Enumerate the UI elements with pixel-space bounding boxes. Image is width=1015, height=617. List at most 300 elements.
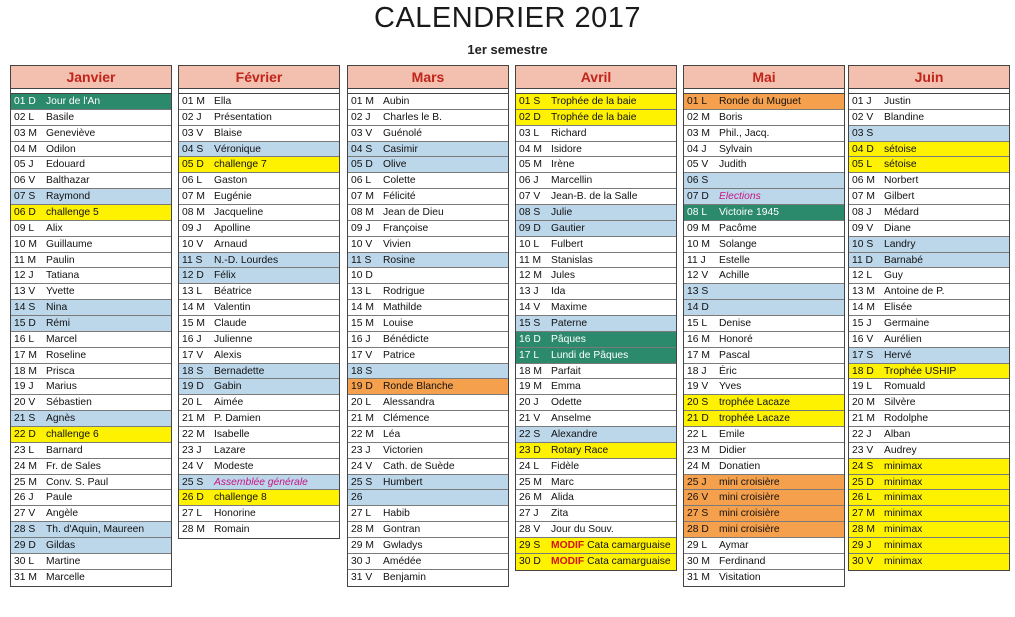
day-row xyxy=(11,554,171,570)
day-label: Julie xyxy=(551,207,573,219)
day-label: Odilon xyxy=(46,143,76,155)
day-row xyxy=(348,364,508,380)
day-row xyxy=(179,316,339,332)
day-label: minimax xyxy=(884,555,923,567)
day-number: 13 L xyxy=(182,286,203,298)
day-label: challenge 5 xyxy=(46,207,99,219)
day-number: 07 M xyxy=(351,191,374,203)
day-number: 09 D xyxy=(519,222,541,234)
day-row xyxy=(516,221,676,237)
day-label: Geneviève xyxy=(46,127,96,139)
day-row xyxy=(11,522,171,538)
day-label: Donatien xyxy=(719,460,761,472)
day-label: Cath. de Suède xyxy=(383,460,455,472)
day-label: Aymar xyxy=(719,540,749,552)
day-row xyxy=(348,316,508,332)
day-row xyxy=(11,570,171,586)
day-row xyxy=(849,554,1009,570)
day-number: 21 V xyxy=(519,413,541,425)
day-number: 22 J xyxy=(852,429,872,441)
day-number: 28 M xyxy=(351,524,374,536)
day-row xyxy=(684,379,844,395)
day-row xyxy=(348,395,508,411)
day-number: 15 D xyxy=(14,318,36,330)
day-label: Mathilde xyxy=(383,302,422,314)
day-label: Louise xyxy=(383,318,414,330)
day-number: 23 L xyxy=(14,444,35,456)
day-label: Véronique xyxy=(214,143,261,155)
day-row xyxy=(516,364,676,380)
day-label: Diane xyxy=(884,222,911,234)
day-label: Roseline xyxy=(46,349,87,361)
day-label: Marc xyxy=(551,476,574,488)
day-row xyxy=(849,538,1009,554)
day-row xyxy=(849,522,1009,538)
day-number: 14 D xyxy=(687,302,709,314)
day-row xyxy=(348,253,508,269)
day-label: Amédée xyxy=(383,555,422,567)
day-row xyxy=(684,506,844,522)
day-row xyxy=(348,284,508,300)
day-label: Audrey xyxy=(884,444,917,456)
day-number: 15 S xyxy=(519,318,541,330)
day-number: 16 M xyxy=(687,333,710,345)
day-number: 04 J xyxy=(687,143,707,155)
day-number: 22 L xyxy=(687,429,708,441)
day-label: Nina xyxy=(46,302,68,314)
day-number: 27 J xyxy=(519,508,539,520)
day-row xyxy=(348,126,508,142)
day-label: minimax xyxy=(884,508,923,520)
day-row xyxy=(849,237,1009,253)
day-label: Antoine de P. xyxy=(884,286,945,298)
day-label: Lazare xyxy=(214,444,246,456)
day-row xyxy=(516,300,676,316)
day-number: 25 J xyxy=(687,476,707,488)
day-number: 09 J xyxy=(351,222,371,234)
day-row xyxy=(11,126,171,142)
day-label: Sylvain xyxy=(719,143,753,155)
day-number: 13 S xyxy=(687,286,709,298)
day-label: Trophée USHIP xyxy=(884,365,957,377)
day-number: 01 J xyxy=(852,96,872,107)
day-number: 08 S xyxy=(519,207,541,219)
day-number: 23 V xyxy=(852,444,874,456)
day-number: 11 D xyxy=(852,254,873,266)
day-number: 25 S xyxy=(351,476,373,488)
day-row xyxy=(516,506,676,522)
day-number: 17 V xyxy=(351,349,373,361)
day-number: 24 V xyxy=(182,460,204,472)
day-number: 06 D xyxy=(14,207,36,219)
day-label: Edouard xyxy=(46,159,85,171)
day-label: Apolline xyxy=(214,222,251,234)
day-number: 24 M xyxy=(687,460,710,472)
day-number: 06 L xyxy=(182,175,203,187)
day-row xyxy=(849,253,1009,269)
day-label: Visitation xyxy=(719,571,761,583)
day-label: minimax xyxy=(884,524,923,536)
day-label: Olive xyxy=(383,159,407,171)
day-label: Médard xyxy=(884,207,919,219)
day-label: Aurélien xyxy=(884,333,922,345)
day-row xyxy=(849,411,1009,427)
modification-flag: MODIF xyxy=(551,555,585,567)
day-number: 10 M xyxy=(687,238,710,250)
day-label: Valentin xyxy=(214,302,251,314)
day-number: 02 J xyxy=(182,111,202,123)
day-label: Anselme xyxy=(551,413,592,425)
day-row xyxy=(11,506,171,522)
day-number: 24 L xyxy=(519,460,540,472)
month-column-4 xyxy=(683,65,845,587)
modification-flag: MODIF xyxy=(551,540,585,552)
month-header: Avril xyxy=(516,66,676,89)
day-number: 17 S xyxy=(852,349,874,361)
day-number: 06 J xyxy=(519,175,539,187)
day-number: 19 D xyxy=(182,381,204,393)
day-label: Colette xyxy=(383,175,416,187)
day-row xyxy=(179,395,339,411)
day-label: Charles le B. xyxy=(383,111,442,123)
day-row xyxy=(684,142,844,158)
day-label: Gontran xyxy=(383,524,421,536)
day-row xyxy=(516,348,676,364)
day-row xyxy=(348,189,508,205)
day-number: 15 J xyxy=(852,318,872,330)
day-label: Landry xyxy=(884,238,916,250)
day-label: Agnès xyxy=(46,413,76,425)
day-row xyxy=(348,348,508,364)
day-label: Justin xyxy=(884,96,911,107)
day-number: 17 M xyxy=(14,349,37,361)
day-number: 13 V xyxy=(14,286,36,298)
day-label: Rémi xyxy=(46,318,71,330)
day-label: mini croisière xyxy=(719,524,780,536)
day-row xyxy=(348,268,508,284)
day-row xyxy=(179,348,339,364)
day-number: 11 J xyxy=(687,254,706,266)
day-row xyxy=(849,157,1009,173)
day-label: Martine xyxy=(46,555,81,567)
day-row xyxy=(516,554,676,570)
day-row xyxy=(516,522,676,538)
day-row xyxy=(179,126,339,142)
day-label: trophée Lacaze xyxy=(719,397,790,409)
day-row xyxy=(684,522,844,538)
day-label: Angèle xyxy=(46,508,79,520)
day-label: Julienne xyxy=(214,333,253,345)
day-label: Patrice xyxy=(383,349,416,361)
day-number: 03 L xyxy=(519,127,540,139)
day-row xyxy=(179,142,339,158)
day-label: Elections xyxy=(719,191,761,203)
day-number: 31 V xyxy=(351,571,373,583)
day-number: 07 V xyxy=(519,191,541,203)
day-label: P. Damien xyxy=(214,413,261,425)
day-number: 14 M xyxy=(852,302,875,314)
day-number: 24 V xyxy=(351,460,373,472)
day-row xyxy=(849,316,1009,332)
day-row xyxy=(684,189,844,205)
day-row xyxy=(849,205,1009,221)
day-label: Victorien xyxy=(383,444,423,456)
day-label: minimax xyxy=(884,460,923,472)
day-row xyxy=(849,459,1009,475)
day-row xyxy=(11,459,171,475)
day-label: Félix xyxy=(214,270,236,282)
day-number: 19 L xyxy=(852,381,873,393)
day-label: Zita xyxy=(551,508,569,520)
day-number: 20 M xyxy=(852,397,875,409)
day-number: 01 S xyxy=(519,96,541,107)
day-row xyxy=(849,427,1009,443)
day-number: 06 L xyxy=(351,175,372,187)
day-number: 16 L xyxy=(14,333,35,345)
day-row xyxy=(516,427,676,443)
day-label: Raymond xyxy=(46,191,91,203)
day-label: Pacôme xyxy=(719,222,757,234)
day-label: Solange xyxy=(719,238,757,250)
day-label: Présentation xyxy=(214,111,272,123)
day-number: 02 D xyxy=(519,111,541,123)
day-label: Aubin xyxy=(383,96,410,107)
day-label: Gabin xyxy=(214,381,242,393)
day-row xyxy=(684,395,844,411)
day-label: Habib xyxy=(383,508,410,520)
day-number: 29 L xyxy=(687,540,708,552)
day-row xyxy=(849,379,1009,395)
day-label: Phil., Jacq. xyxy=(719,127,770,139)
day-number: 14 M xyxy=(182,302,205,314)
day-number: 25 S xyxy=(182,476,204,488)
day-number: 01 D xyxy=(14,96,36,107)
day-row xyxy=(516,237,676,253)
day-label: Ronde Blanche xyxy=(383,381,454,393)
day-row xyxy=(179,490,339,506)
day-number: 21 M xyxy=(182,413,205,425)
day-row xyxy=(684,316,844,332)
day-row xyxy=(348,443,508,459)
day-label: Fidèle xyxy=(551,460,580,472)
day-row xyxy=(11,189,171,205)
day-number: 09 V xyxy=(852,222,874,234)
day-row xyxy=(516,443,676,459)
day-label: Maxime xyxy=(551,302,588,314)
day-number: 03 M xyxy=(687,127,710,139)
day-label: Paulin xyxy=(46,254,75,266)
day-row xyxy=(516,110,676,126)
day-number: 30 D xyxy=(519,555,541,567)
day-label: Jean de Dieu xyxy=(383,207,444,219)
day-label: Marcellin xyxy=(551,175,593,187)
day-row xyxy=(684,221,844,237)
day-number: 27 M xyxy=(852,508,875,520)
day-label: Modeste xyxy=(214,460,254,472)
month-column-3 xyxy=(515,65,677,571)
day-label: minimax xyxy=(884,492,923,504)
day-label: Denise xyxy=(719,318,752,330)
day-number: 18 S xyxy=(351,365,373,377)
day-number: 08 M xyxy=(351,207,374,219)
day-row xyxy=(11,94,171,110)
day-number: 07 M xyxy=(182,191,205,203)
day-row xyxy=(11,379,171,395)
day-label: Françoise xyxy=(383,222,429,234)
day-number: 05 D xyxy=(351,159,373,171)
day-row xyxy=(684,253,844,269)
day-label: Honorine xyxy=(214,508,256,520)
day-number: 18 D xyxy=(852,365,874,377)
month-header: Janvier xyxy=(11,66,171,89)
day-number: 02 V xyxy=(852,111,874,123)
day-number: 21 D xyxy=(687,413,709,425)
day-row xyxy=(348,459,508,475)
day-label: Bénédicte xyxy=(383,333,429,345)
day-number: 26 M xyxy=(519,492,542,504)
day-row xyxy=(516,490,676,506)
day-label: Clémence xyxy=(383,413,430,425)
day-number: 16 J xyxy=(182,333,202,345)
day-number: 07 D xyxy=(687,191,709,203)
day-row xyxy=(11,395,171,411)
day-row xyxy=(849,506,1009,522)
day-label: Tatiana xyxy=(46,270,80,282)
day-row xyxy=(179,110,339,126)
day-label: Eugénie xyxy=(214,191,252,203)
day-number: 09 L xyxy=(14,222,35,234)
day-label: Éric xyxy=(719,365,737,377)
day-number: 28 S xyxy=(14,524,36,536)
day-label: Rodrigue xyxy=(383,286,425,298)
day-row xyxy=(516,173,676,189)
day-row xyxy=(179,94,339,110)
day-label: Jour du Souv. xyxy=(551,524,614,536)
day-number: 18 J xyxy=(687,365,707,377)
day-number: 16 J xyxy=(351,333,371,345)
day-label: Balthazar xyxy=(46,175,90,187)
day-label: Marcelle xyxy=(46,571,85,583)
day-label: Cata camarguaise xyxy=(587,555,671,567)
day-label: sétoise xyxy=(884,159,917,171)
day-row xyxy=(684,427,844,443)
page-title: CALENDRIER 2017 xyxy=(374,2,641,34)
day-number: 17 L xyxy=(519,349,540,361)
day-number: 19 D xyxy=(351,381,373,393)
day-label: Conv. S. Paul xyxy=(46,476,109,488)
day-label: sétoise xyxy=(884,143,917,155)
day-number: 05 L xyxy=(852,159,873,171)
day-row xyxy=(179,253,339,269)
day-number: 19 M xyxy=(519,381,542,393)
day-row xyxy=(179,475,339,491)
day-row xyxy=(179,427,339,443)
day-label: Honoré xyxy=(719,333,753,345)
day-row xyxy=(348,475,508,491)
day-number: 31 M xyxy=(14,571,37,583)
day-row xyxy=(516,284,676,300)
day-row xyxy=(849,173,1009,189)
day-number: 06 M xyxy=(852,175,875,187)
day-row xyxy=(11,332,171,348)
day-row xyxy=(348,110,508,126)
day-number: 17 M xyxy=(687,349,710,361)
day-row xyxy=(684,157,844,173)
day-number: 02 M xyxy=(687,111,710,123)
day-row xyxy=(516,332,676,348)
day-number: 25 M xyxy=(14,476,37,488)
month-column-2 xyxy=(347,65,509,587)
day-row xyxy=(179,268,339,284)
day-label: Odette xyxy=(551,397,582,409)
day-label: Pâques xyxy=(551,333,586,345)
day-row xyxy=(684,205,844,221)
day-number: 03 V xyxy=(182,127,204,139)
day-number: 01 M xyxy=(351,96,374,107)
day-number: 14 M xyxy=(351,302,374,314)
day-row xyxy=(849,364,1009,380)
day-number: 15 M xyxy=(351,318,374,330)
day-number: 05 V xyxy=(687,159,709,171)
day-number: 24 M xyxy=(14,460,37,472)
day-row xyxy=(516,475,676,491)
day-row xyxy=(179,522,339,538)
page-subtitle: 1er semestre xyxy=(467,42,548,57)
day-row xyxy=(516,189,676,205)
day-label: Jour de l'An xyxy=(46,96,101,107)
day-row xyxy=(849,94,1009,110)
month-header: Février xyxy=(179,66,339,89)
day-label: challenge 8 xyxy=(214,492,267,504)
day-row xyxy=(849,332,1009,348)
day-row xyxy=(516,379,676,395)
day-row xyxy=(11,411,171,427)
day-row xyxy=(11,110,171,126)
day-number: 08 J xyxy=(852,207,872,219)
day-row xyxy=(348,538,508,554)
day-number: 27 L xyxy=(351,508,372,520)
day-number: 12 J xyxy=(14,270,34,282)
day-label: Irène xyxy=(551,159,575,171)
day-row xyxy=(849,348,1009,364)
day-label: Gautier xyxy=(551,222,585,234)
day-number: 27 S xyxy=(687,508,709,520)
day-label: Parfait xyxy=(551,365,581,377)
day-row xyxy=(11,364,171,380)
day-label: Ronde du Muguet xyxy=(719,96,801,107)
day-label: challenge 6 xyxy=(46,429,99,441)
day-label: mini croisière xyxy=(719,492,780,504)
month-header: Mai xyxy=(684,66,844,89)
day-label: Boris xyxy=(719,111,743,123)
day-label: Hervé xyxy=(884,349,912,361)
day-number: 08 L xyxy=(687,207,708,219)
day-label: Vivien xyxy=(383,238,411,250)
day-label: Emile xyxy=(719,429,745,441)
day-label: Barnabé xyxy=(884,254,923,266)
day-row xyxy=(849,300,1009,316)
day-label: Paule xyxy=(46,492,73,504)
day-label: Emma xyxy=(551,381,581,393)
day-number: 04 M xyxy=(519,143,542,155)
day-label: Jean-B. de la Salle xyxy=(551,191,638,203)
day-label: Paterne xyxy=(551,318,588,330)
day-row xyxy=(348,506,508,522)
day-number: 20 L xyxy=(182,397,203,409)
day-label: Barnard xyxy=(46,444,83,456)
day-row xyxy=(11,284,171,300)
day-number: 30 M xyxy=(687,555,710,567)
